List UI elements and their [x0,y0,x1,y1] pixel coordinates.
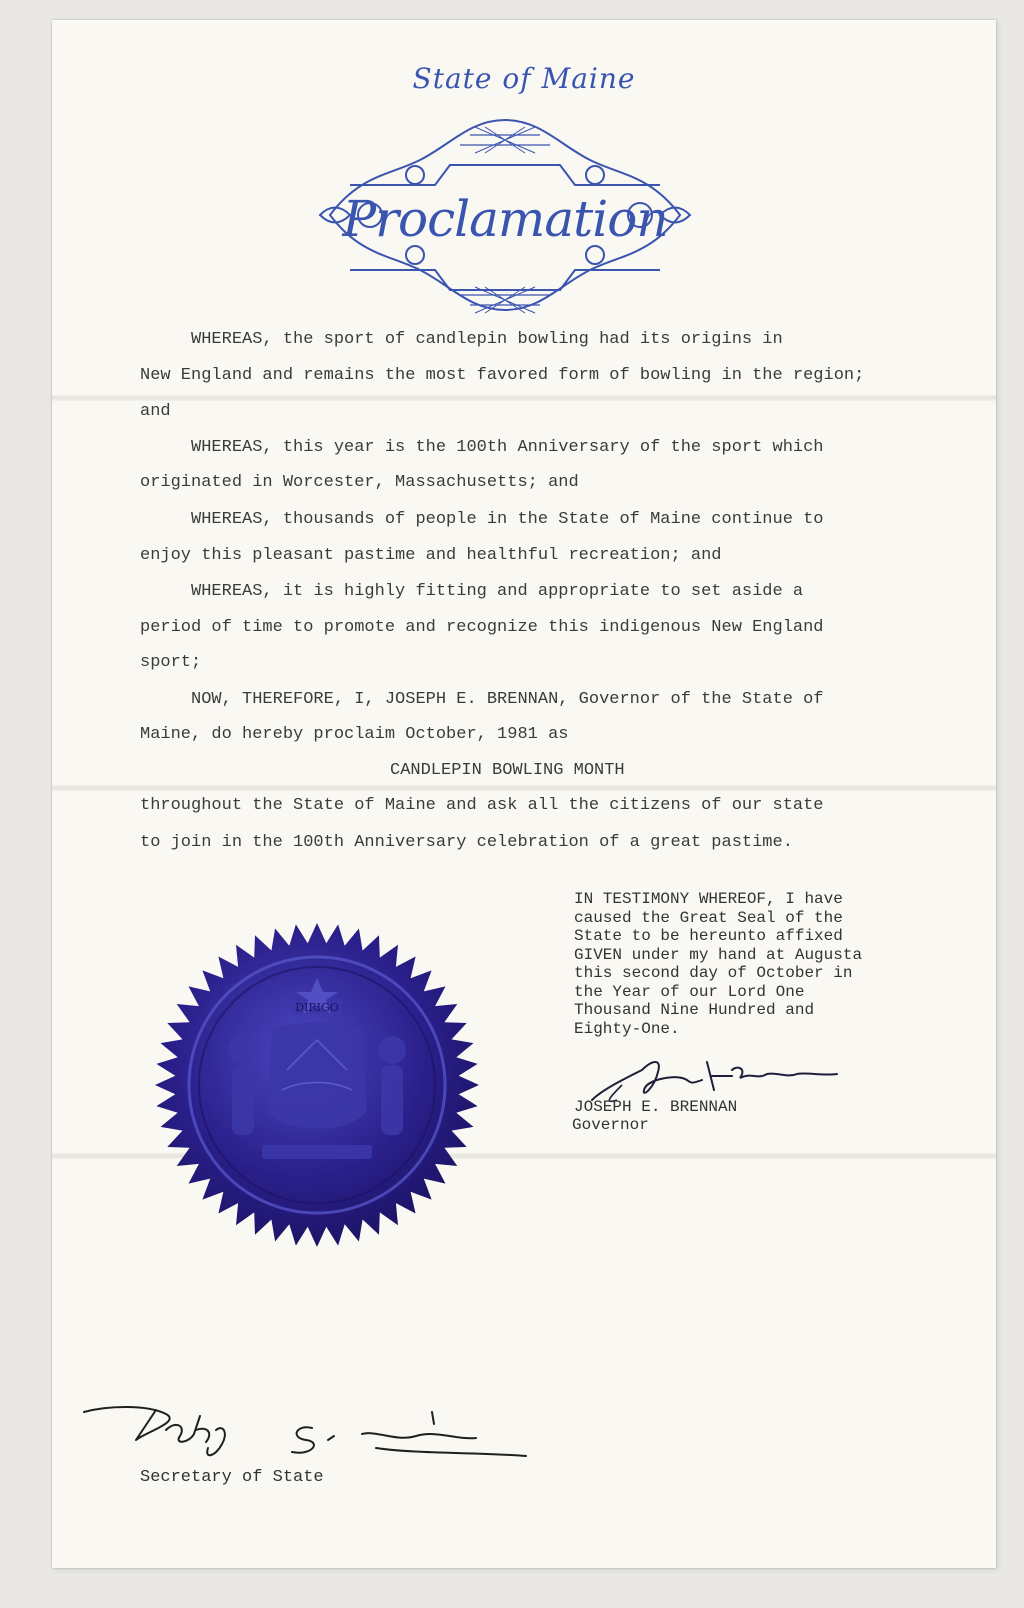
state-heading: State of Maine [412,62,636,95]
seal-motto: DIRIGO [295,1001,339,1014]
testimony-line: Eighty-One. [574,1019,680,1038]
secretary-signature [76,1400,536,1470]
body-line: and [140,402,171,421]
testimony-line: IN TESTIMONY WHEREOF, I have [574,890,843,908]
governor-title: Governor [572,1116,649,1134]
testimony-line: State to be hereunto affixed [574,927,843,945]
testimony-line: the Year of our Lord One [574,982,805,1001]
testimony-line: Thousand Nine Hundred and [574,1001,815,1019]
body-line: Maine, do hereby proclaim October, 1981 as [140,725,569,744]
governor-name: JOSEPH E. BRENNAN [574,1098,738,1116]
great-seal-of-maine-icon [152,920,482,1250]
body-line: WHEREAS, it is highly fitting and appropriate to set aside a [140,582,804,601]
testimony-line: caused the Great Seal of the [574,908,843,927]
secretary-title: Secretary of State [140,1468,324,1487]
proclamation-body [140,330,960,870]
body-line: enjoy this pleasant pastime and healthful recreation; and [140,546,722,565]
body-line: New England and remains the most favored form of bowling in the region; [140,366,865,385]
body-line: WHEREAS, the sport of candlepin bowling had its origins in [140,330,783,349]
body-line: WHEREAS, this year is the 100th Anniversary of the sport which [140,438,824,457]
testimony-block [574,890,934,1038]
proclamation-title: Proclamation [342,190,668,248]
body-line: to join in the 100th Anniversary celebration of a great pastime. [140,833,793,852]
body-line: WHEREAS, thousands of people in the State of Maine continue to [140,510,824,529]
body-line: NOW, THEREFORE, I, JOSEPH E. BRENNAN, Governor of the State of [140,690,824,709]
body-line: originated in Worcester, Massachusetts; and [140,473,579,492]
body-line: throughout the State of Maine and ask all the citizens of our state [140,796,824,815]
proclamation-document [52,20,996,1568]
body-line: sport; [140,653,202,672]
declaration-title: CANDLEPIN BOWLING MONTH [390,761,625,780]
testimony-line: this second day of October in [574,964,853,982]
testimony-line: GIVEN under my hand at Augusta [574,945,863,964]
body-line: period of time to promote and recognize this indigenous New England [140,618,824,637]
